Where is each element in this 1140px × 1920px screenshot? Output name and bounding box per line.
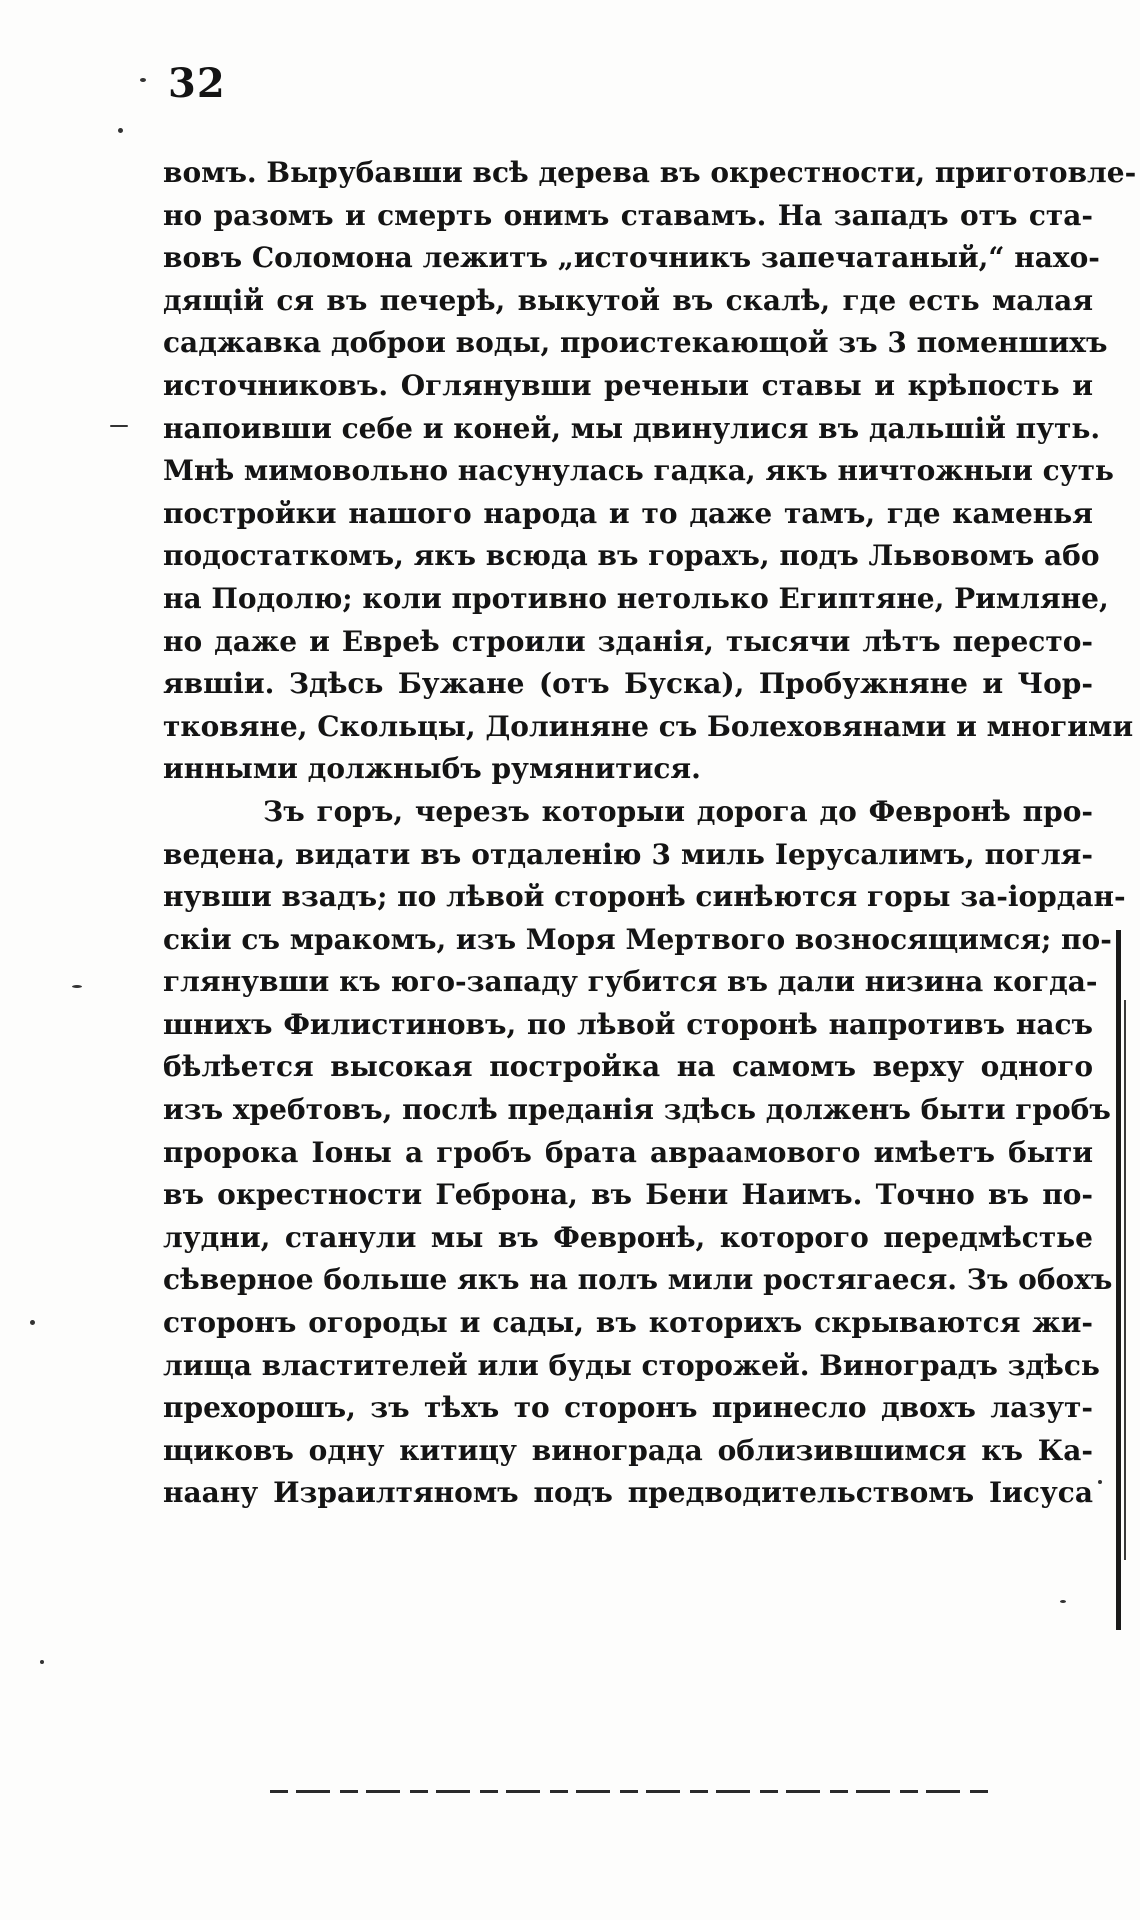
text-line: вовъ Соломона лежитъ „источникъ запечатаный,“ нахо- <box>163 241 1100 275</box>
text-line: напоивши себе и коней, мы двинулися въ дальшій путь. <box>163 411 1101 445</box>
text-line: явшіи. Здѣсь Бужане (отъ Буска), Пробужняне и Чор- <box>163 667 1093 701</box>
text-line: пророка Іоны а гробъ брата авраамового имѣетъ быти <box>163 1135 1093 1169</box>
text-line: наану Израилтяномъ подъ предводительствомъ Іисуса <box>163 1476 1093 1510</box>
text-line: въ окрестности Геброна, въ Бени Наимъ. Точно въ по- <box>163 1178 1093 1212</box>
text-line: лища властителей или буды сторожей. Виноградъ здѣсь <box>163 1348 1100 1382</box>
text-line: сторонъ огороды и сады, въ которихъ скрываются жи- <box>163 1306 1093 1340</box>
scan-speck <box>40 1660 44 1664</box>
body-text <box>163 152 1137 1515</box>
text-line: Мнѣ мимовольно насунулась гадка, якъ ничтожныи суть <box>163 454 1114 488</box>
text-line: сѣверное больше якъ на полъ мили ростягаеся. Зъ обохъ <box>163 1263 1113 1297</box>
text-line: саджавка доброи воды, проистекающой зъ 3 поменшихъ <box>163 326 1108 360</box>
scan-speck <box>1060 1600 1066 1603</box>
text-line: но даже и Евреѣ строили зданія, тысячи лѣтъ пересто- <box>163 624 1093 658</box>
text-line: вомъ. Вырубавши всѣ дерева въ окрестности, приготовле- <box>163 156 1137 189</box>
scan-speck <box>110 425 128 427</box>
text-line: щиковъ одну китицу винограда облизившимся къ Ка- <box>163 1433 1093 1467</box>
text-line: на Подолю; коли противно нетолько Египтяне, Римляне, <box>163 581 1109 615</box>
text-line: нувши взадъ; по лѣвой сторонѣ синѣются горы за-іордан- <box>163 880 1126 914</box>
text-line: бѣлѣется высокая постройка на самомъ верху одного <box>163 1050 1093 1084</box>
scan-speck <box>30 1320 35 1325</box>
text-line: ведена, видати въ отдаленію 3 миль Іерусалимъ, погля- <box>163 837 1093 871</box>
text-line: прехорошъ, зъ тѣхъ то сторонъ принесло двохъ лазут- <box>163 1391 1093 1425</box>
scan-edge-shadow <box>1116 930 1121 1630</box>
text-line: тковяне, Скольцы, Долиняне съ Болеховянами и многими <box>163 709 1134 743</box>
paragraph-end-line: инными должныбъ румянитися. <box>163 752 701 786</box>
scan-speck <box>118 128 123 133</box>
text-line: изъ хребтовъ, послѣ преданія здѣсь долженъ быти гробъ <box>163 1093 1111 1127</box>
scan-bottom-smear <box>270 1790 990 1793</box>
text-line: глянувши къ юго-западу губится въ дали низина когда- <box>163 965 1098 999</box>
text-line: дящій ся въ печерѣ, выкутой въ скалѣ, где есть малая <box>163 283 1093 317</box>
text-line: но разомъ и смерть онимъ ставамъ. На западъ отъ ста- <box>163 198 1093 232</box>
text-line: скіи съ мракомъ, изъ Моря Мертвого возносящимся; по- <box>163 922 1112 956</box>
text-line: постройки нашого народа и то даже тамъ, где каменья <box>163 496 1093 530</box>
text-line: источниковъ. Оглянувши реченыи ставы и крѣпость и <box>163 368 1093 402</box>
text-line: шнихъ Филистиновъ, по лѣвой сторонѣ напротивъ насъ <box>163 1007 1093 1041</box>
paragraph-start-line: Зъ горъ, черезъ которыи дорога до Февронѣ про- <box>263 794 1093 828</box>
scan-speck <box>72 985 82 988</box>
page-number: 32 <box>168 60 226 107</box>
scan-speck <box>1098 1480 1102 1484</box>
scan-speck <box>140 78 146 82</box>
scan-edge-shadow-thin <box>1124 1000 1126 1560</box>
text-line: лудни, станули мы въ Февронѣ, которого передмѣстье <box>163 1220 1093 1254</box>
text-line: подостаткомъ, якъ всюда въ горахъ, подъ Львовомъ або <box>163 539 1100 573</box>
